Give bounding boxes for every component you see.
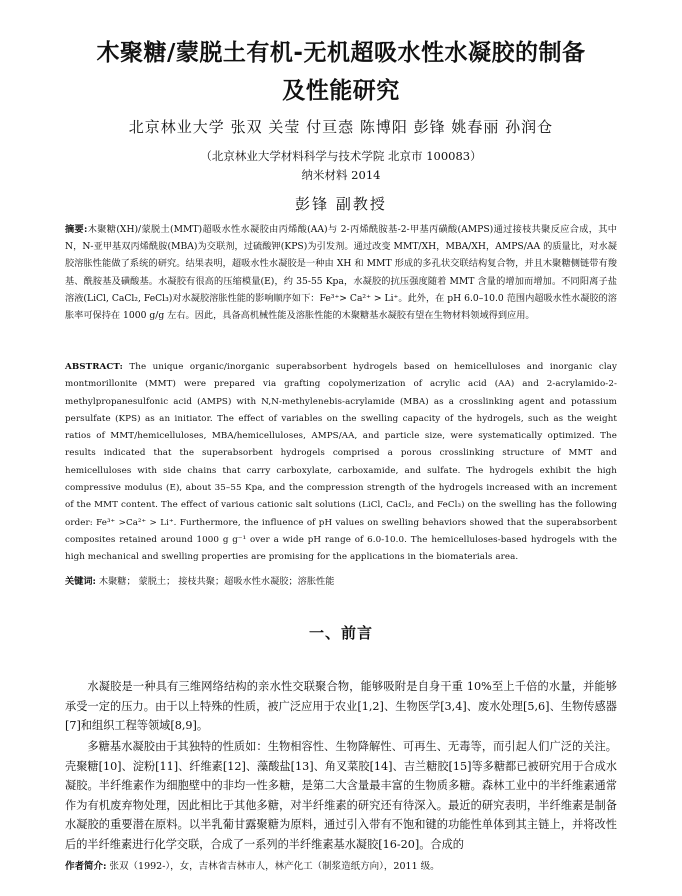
- intro-paragraph-2: [65, 737, 617, 855]
- paragraph-text: 水凝胶是一种具有三维网络结构的亲水性交联聚合物，能够吸附是自身干重 10%至上千倍的水量，并能够承受一定的压力。由于以上特殊的性质，被广泛应用于农业[1,2]、生物医学[3,4]、废水处理[5,6]、生物传感器[7]和组织工程等领域[8,9]。: [65, 680, 617, 733]
- footnote-label: 作者简介:: [65, 861, 107, 872]
- abstract-english: [65, 359, 617, 567]
- keywords-text: 木聚糖； 蒙脱土； 接枝共聚；超吸水性水凝胶；溶胀性能: [98, 576, 335, 587]
- abstract-en-text: The unique organic/inorganic superabsorbent hydrogels based on hemicelluloses and inorganic clay montmorillonite (MMT) were prepared via grafting copolymerization of acrylic acid (AA) and 2-acrylamido-2-methylpropanesulfonic acid (AMPS) with N,N-methylenebis-acrylamide (MBA) as a crosslinking agent and potassium persulfate (KPS) as an initiator. The effect of variables on the swelling capacity of the hydrogels, such as the weight ratios of MMT/hemicelluloses, MBA/hemicelluloses, AMPS/AA, and particle size, were systematically optimized. The results indicated that the superabsorbent hydrogels comprised a porous crosslinking structure of MMT and hemicelluloses with side chains that carry carboxylate, carboxamide, and sulfate. The hydrogels exhibit the high compressive modulus (E), about 35–55 Kpa, and the compression strength of the hydrogels increased with an increment of the MMT content. The effect of various cationic salt solutions (LiCl, CaCl₂, and FeCl₃) on the swelling has the following order: Fe³⁺ >Ca²⁺ > Li⁺. Furthermore, the influence of pH values on swelling behaviors showed that the superabsorbent composites retained around 1000 g g⁻¹ over a wide pH range of 6.0-10.0. The hemicelluloses-based hydrogels with the high mechanical and swelling properties are promising for the applications in the biomaterials area.: [65, 362, 617, 563]
- abstract-cn-text: 木聚糖(XH)/蒙脱土(MMT)超吸水性水凝胶由丙烯酸(AA)与 2-丙烯酰胺基-2-甲基丙磺酸(AMPS)通过接枝共聚反应合成，其中 N，N-亚甲基双丙烯酰胺(MBA)为交联剂，过硫酸钾(KPS)为引发剂。通过改变 MMT/XH，MBA/XH，AMPS/AA 的质量比，对水凝胶溶胀性能做了系统的研究。结果表明，超吸水性水凝胶是一种由 XH 和 MMT 形成的多孔状交联结构复合物，并且木聚糖侧链带有羧基、酰胺基及磺酸基。水凝胶有很高的压缩模量(E)，约 35-55 Kpa，水凝胶的抗压强度随着 MMT 含量的增加而增加。不同阳离子盐溶液(LiCl, CaCl₂, FeCl₃)对水凝胶溶胀性能的影响顺序如下：Fe³⁺> Ca²⁺ > Li⁺。此外，在 pH 6.0–10.0 范围内超吸水性水凝胶的溶胀率可保持在 1000 g/g 左右。因此，具备高机械性能及溶胀性能的木聚糖基水凝胶有望在生物材料领域得到应用。: [65, 224, 617, 322]
- title-line-1: 木聚糖/蒙脱土有机-无机超吸水性水凝胶的制备: [96, 40, 586, 66]
- paragraph-text: 多糖基水凝胶由于其独特的性质如：生物相容性、生物降解性、可再生、无毒等，而引起人们广泛的关注。壳聚糖[10]、淀粉[11]、纤维素[12]、藻酸盐[13]、角叉菜胶[14]、吉兰糖胶[15]等多糖都已被研究用于合成水凝胶。半纤维素作为细胞壁中的非均一性多糖，是第二大含量最丰富的生物质多糖。森林工业中的半纤维素通常作为有机废弃物处理，因此相比于其他多糖，对半纤维素的研究还有待深入。最近的研究表明，半纤维素是制备水凝胶的重要潜在原料。以半乳葡甘露聚糖为原料，通过引入带有不饱和键的功能性单体到其主链上，并将改性后的半纤维素进行化学交联，合成了一系列的半纤维素基水凝胶[16-20]。合成的: [65, 740, 617, 851]
- paper-title: [40, 34, 642, 110]
- presenter-name: 彭锋 副教授: [295, 195, 387, 213]
- intro-paragraph-1: [65, 677, 617, 736]
- abstract-chinese: [65, 221, 617, 324]
- section-heading-introduction: 一、前言: [308, 624, 373, 642]
- abstract-cn-label: 摘要:: [65, 224, 88, 235]
- keywords-label: 关键词:: [65, 576, 96, 587]
- abstract-en-label: ABSTRACT:: [65, 362, 123, 372]
- footnote-text: 张双（1992-），女，吉林省吉林市人，林产化工（制浆造纸方向），2011 级。: [109, 861, 440, 872]
- author-list: 北京林业大学 张双 关莹 付亘悫 陈博阳 彭锋 姚春丽 孙润仓: [128, 118, 554, 136]
- keywords: [65, 573, 617, 587]
- title-line-2: 及性能研究: [282, 78, 400, 104]
- author-footnote: [65, 858, 617, 872]
- affiliation: （北京林业大学材料科学与技术学院 北京市 100083）: [200, 149, 482, 163]
- journal-info: 纳米材料 2014: [301, 168, 381, 182]
